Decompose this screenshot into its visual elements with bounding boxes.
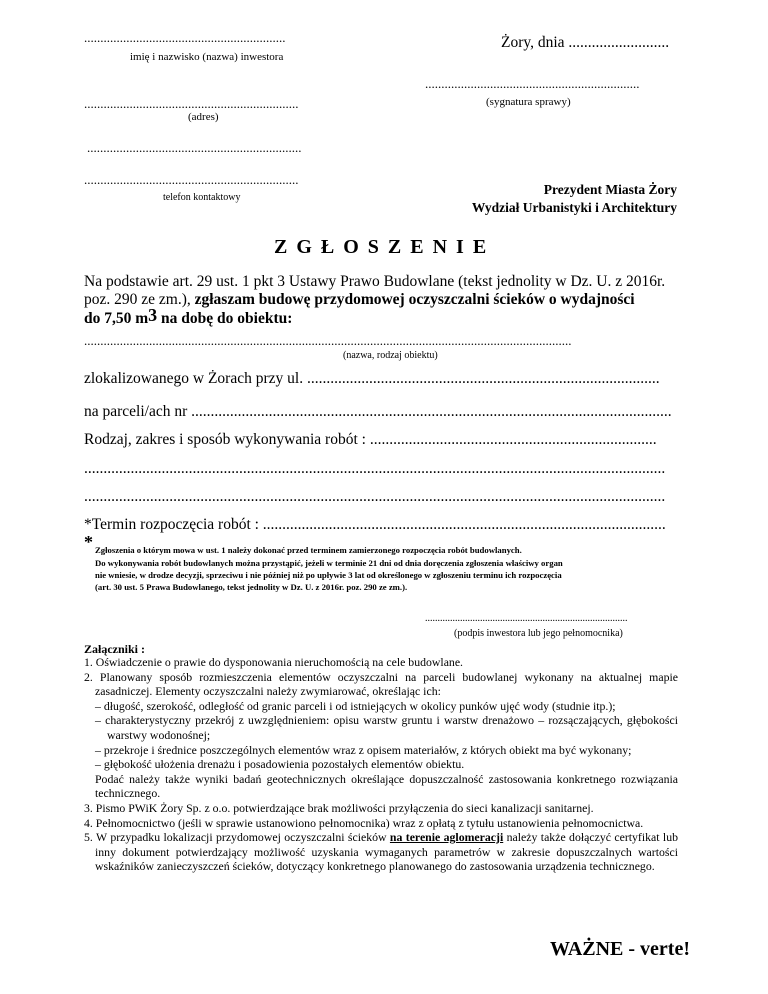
- location-field: zlokalizowanego w Żorach przy ul. ...........................................................................................: [84, 370, 660, 387]
- capacity-suffix: na dobę do obiektu:: [157, 310, 293, 327]
- attachments-list: [84, 655, 678, 874]
- investor-dots: ..............................................................: [84, 30, 286, 45]
- recipient-line2: Wydział Urbanistyki i Architektury: [471, 200, 677, 215]
- attachment-4: 4. Pełnomocnictwo (jeśli w sprawie ustanowiono pełnomocnika) wraz z opłatą z tytułu ustanowienia pełnomocnictwa.: [84, 815, 644, 830]
- signature-dots: .................................................................................: [425, 613, 628, 624]
- works-blank-2: ......................................................................................................................................................: [84, 488, 666, 505]
- case-number-label: (sygnatura sprawy): [486, 96, 571, 108]
- investor-label: imię i nazwisko (nazwa) inwestora: [130, 51, 284, 63]
- footnote-line1: Zgłoszenia o którym mowa w ust. 1 należy dokonać przed terminem zamierzonego rozpoczęcia robót budowlanych.: [95, 545, 522, 555]
- important-verte: WAŻNE - verte!: [550, 938, 690, 960]
- attachment-2: 2. Planowany sposób rozmieszczenia elementów oczyszczalni na parceli budowlanej wykonany na aktualnej mapie zasadniczej. Elementy oczyszczalni należy zwymiarować, określając ich:: [84, 669, 678, 699]
- case-number-dots: ..................................................................: [425, 76, 640, 91]
- place-date: Żory, dnia ..........................: [501, 34, 670, 51]
- capacity-sup: 3: [148, 305, 158, 325]
- attachment-3: 3. Pismo PWiK Żory Sp. z o.o. potwierdzające brak możliwości przyłączenia do sieci kanalizacji sanitarnej.: [84, 800, 594, 815]
- attachment-5-start: 5. W przypadku lokalizacji przydomowej oczyszczalni ścieków: [84, 830, 390, 845]
- attachment-5: [84, 830, 678, 874]
- signature-label: (podpis inwestora lub jego pełnomocnika): [454, 628, 623, 639]
- footnote-line2: Do wykonywania robót budowlanych można przystąpić, jeżeli w terminie 21 dni od dnia doręczenia zgłoszenia właściwy organ: [95, 558, 563, 568]
- phone-label: telefon kontaktowy: [163, 192, 241, 203]
- parcel-field: na parceli/ach nr ............................................................................................................................: [84, 403, 672, 420]
- phone-dots: ..................................................................: [84, 172, 299, 187]
- attachments-heading: Załączniki :: [84, 642, 146, 656]
- recipient-line1: Prezydent Miasta Żory: [543, 182, 677, 197]
- capacity-text: do 7,50 m: [84, 310, 149, 327]
- address-dots: ..................................................................: [84, 96, 299, 111]
- object-label: (nazwa, rodzaj obiektu): [343, 350, 438, 361]
- attachment-2-sub-1: – długość, szerokość, odległość od granic parceli i od istniejących w okolicy punków ujęć wody (studnie itp.);: [95, 698, 616, 713]
- attachment-2-note: Podać należy także wyniki badań geotechnicznych określające dopuszczalność zastosowania konkretnego rozwiązania technicznego.: [95, 771, 678, 801]
- attachment-5-end: należy także dołączyć certyfikat lub inny dokument potwierdzający możliwość uzyskania wymaganych parametrów w zakresie dopuszczalnych wartości wskaźników zanieczyszczeń ścieków, dotyczący konkretnego planowanego do zastosowania urządzenia technicznego.: [95, 830, 678, 874]
- works-field: Rodzaj, zakres i sposób wykonywania robót : ..........................................................................: [84, 431, 657, 448]
- agglomeration-term: na terenie aglomeracji: [389, 830, 504, 845]
- extra-dots: ..................................................................: [87, 140, 302, 155]
- attachment-2-sub-3: – przekroje i średnice poszczególnych elementów wraz z opisem materiałów, z których obiekt ma być wykonany;: [95, 742, 632, 757]
- intro-line3: [84, 307, 292, 328]
- object-dots: ......................................................................................................................................................: [84, 333, 572, 348]
- attachment-2-sub-2: – charakterystyczny przekrój z uwzględnieniem: opisu warstw gruntu i warstw drenażowo – rozsączających, głębokości warstwy wodonośnej;: [95, 713, 678, 742]
- intro-line2-plain: poz. 290 ze zm.),: [84, 291, 195, 308]
- attachment-1: 1. Oświadczenie o prawie do dysponowania nieruchomością na cele budowlane.: [84, 655, 464, 669]
- footnote-line3: nie wniesie, w drodze decyzji, sprzeciwu i nie później niż po upływie 3 lat od określonego w zgłoszeniu terminu ich rozpoczęcia: [95, 570, 562, 580]
- intro-line2-bold: zgłaszam budowę przydomowej oczyszczalni ścieków o wydajności: [194, 291, 635, 308]
- footnote-star: *: [84, 532, 93, 552]
- address-label: (adres): [188, 111, 219, 123]
- footnote-line4: (art. 30 ust. 5 Prawa Budowlanego, tekst jednolity w Dz. U. z 2016r. poz. 290 ze zm.).: [95, 582, 408, 592]
- document-title: Z G Ł O S Z E N I E: [274, 236, 489, 258]
- works-blank-1: ......................................................................................................................................................: [84, 460, 666, 477]
- start-date-field: *Termin rozpoczęcia robót : ........................................................................................................: [84, 516, 666, 533]
- intro-line1: Na podstawie art. 29 ust. 1 pkt 3 Ustawy Prawo Budowlane (tekst jednolity w Dz. U. z 2016r.: [84, 273, 666, 290]
- attachment-2-sub-4: – głębokość ułożenia drenażu i posadowienia pozostałych elementów obiektu.: [95, 757, 465, 772]
